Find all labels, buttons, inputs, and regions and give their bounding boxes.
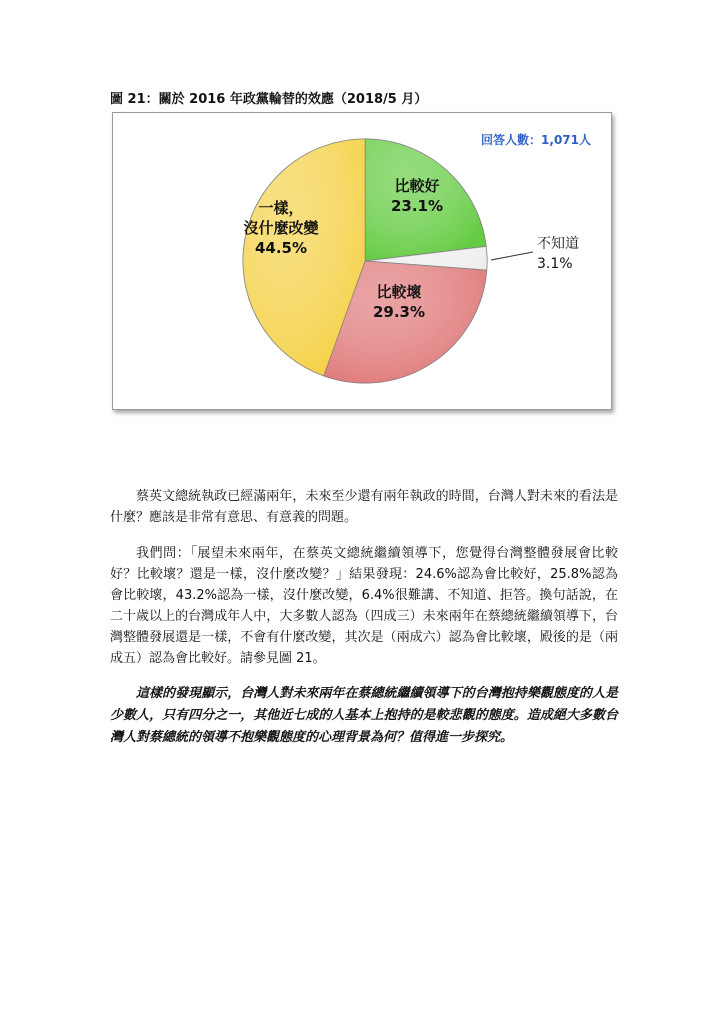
slice-category-label-3: 沒什麼改變 (243, 219, 319, 237)
figure-title: 圖 21：關於 2016 年政黨輪替的效應（2018/5 月） (110, 92, 428, 107)
slice-pct-label-1: 3.1% (537, 256, 573, 272)
paragraph-results: 我們問：「展望未來兩年，在蔡英文總統繼續領導下，您覺得台灣整體發展會比較好？比較壞？還是一樣，沒什麼改變？」結果發現：24.6%認為會比較好，25.8%認為會比較壞，43.2%認為一樣，沒什麼改變，6.4%很難講、不知道、拒答。換句話說，在二十歲以上的台灣成年人中，大多數人認為（四成三）未來兩年在蔡總統繼續領導下，台灣整體發展還是一樣，不會有什麼改變，其次是（兩成六）認為會比較壞，殿後的是（兩成五）認為會比較好。請參見圖 21。 (110, 546, 618, 666)
leader-line (491, 252, 533, 260)
pie-chart (113, 113, 611, 409)
slice-category-label-3: 一樣， (258, 199, 304, 217)
slice-pct-label-3: 44.5% (254, 239, 308, 257)
paragraph-conclusion: 這樣的發現顯示，台灣人對未來兩年在蔡總統繼續領導下的台灣抱持樂觀態度的人是少數人，只有四分之一，其他近七成的人基本上抱持的是較悲觀的態度。造成絕大多數台灣人對蔡總統的領導不抱樂觀態度的心理背景為何？值得進一步探究。 (110, 686, 618, 745)
respondent-count: 回答人數：1,071人 (481, 133, 591, 147)
slice-category-label-0: 比較好 (394, 177, 440, 195)
slice-category-label-2: 比較壞 (376, 283, 422, 301)
slice-pct-label-0: 23.1% (390, 197, 444, 215)
pie-chart-panel (112, 112, 612, 410)
slice-category-label-1: 不知道 (537, 236, 579, 252)
paragraph-intro: 蔡英文總統執政已經滿兩年，未來至少還有兩年執政的時間，台灣人對未來的看法是什麼？應該是非常有意思、有意義的問題。 (110, 489, 618, 525)
slice-pct-label-2: 29.3% (372, 303, 426, 321)
